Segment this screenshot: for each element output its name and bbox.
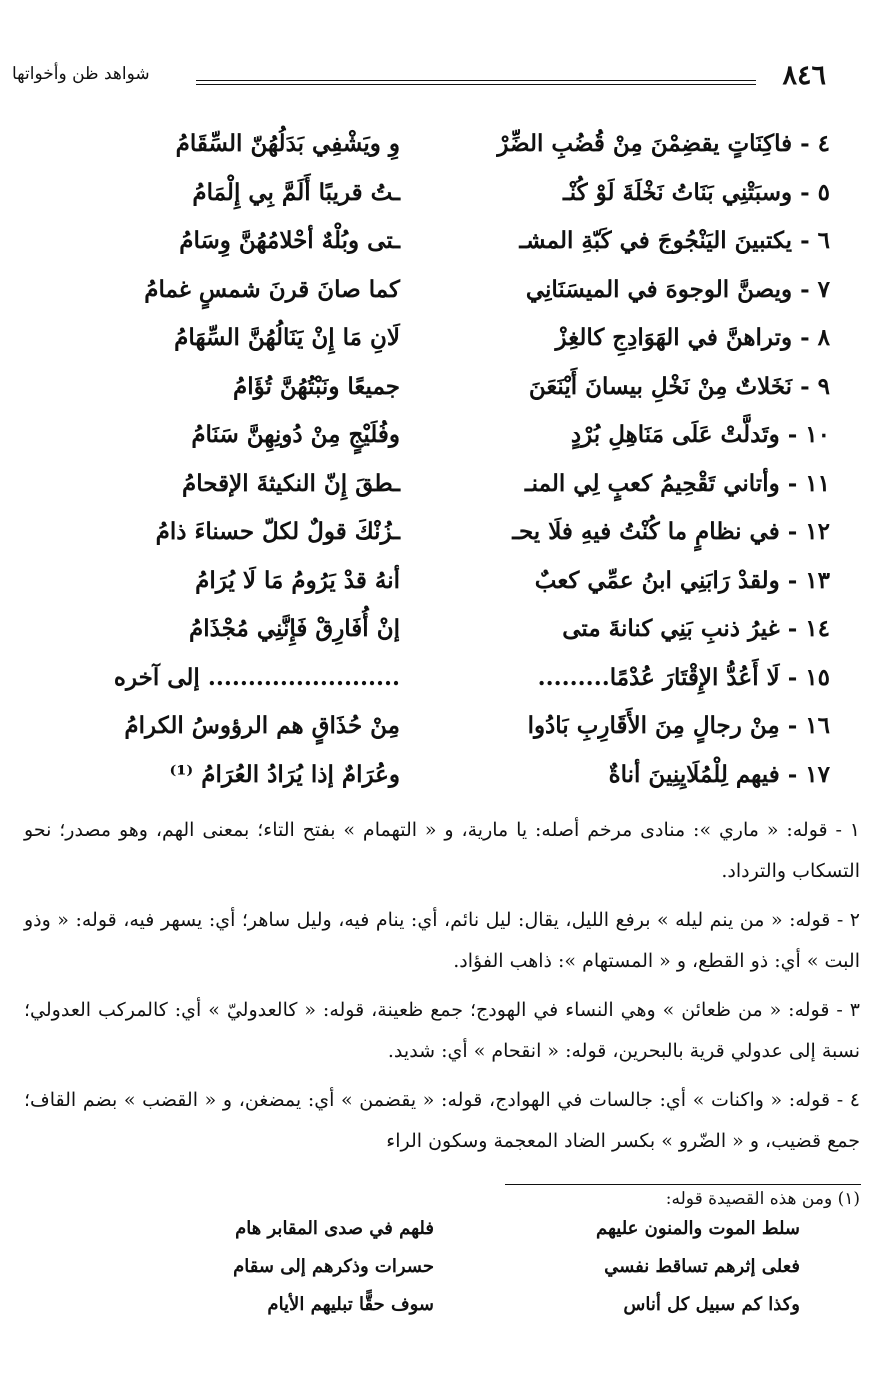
footnote-verse-row	[24, 1256, 860, 1294]
verse-row	[70, 664, 830, 713]
verse-row	[70, 276, 830, 325]
verse-second-hemistich: ـتى وبُلْهٌ أحْلامُهُنَّ وِسَامُ	[179, 227, 400, 254]
verse-first-hemistich: ١١ - وأتاني تَقْحِيمُ كعبٍ لِي المنـ	[524, 469, 830, 497]
verse-second-hemistich: جميعًا ونَبْتُهُنَّ تُؤَامُ	[233, 372, 400, 400]
verse-first-hemistich: ٧ - ويصنَّ الوجوهَ في الميسَنَانِي	[525, 275, 830, 303]
verse-row	[70, 615, 830, 664]
verse-first-hemistich: ١٢ - في نظامٍ ما كُنْتُ فيهِ فلَا يحـ	[512, 518, 830, 545]
verse-row	[70, 712, 830, 761]
footnote-first-hemistich: فعلى إثرهم تساقط نفسي	[604, 1256, 800, 1277]
footnote-verse-row	[24, 1218, 860, 1256]
explanatory-notes	[24, 810, 860, 1170]
verse-first-hemistich: ٨ - وتراهنَّ في الهَوَادِجِ كالغِزْ	[555, 324, 830, 351]
verse-first-hemistich: ١٦ - مِنْ رجالٍ مِنَ الأَقَارِبِ بَادُوا	[527, 712, 830, 739]
verse-second-hemistich: كما صانَ قرنَ شمسٍ غمامُ	[144, 275, 400, 303]
verse-second-hemistich: ـزُنْكَ قولٌ لكلّ حسناءَ ذامُ	[155, 518, 400, 545]
footnote-intro: (١) ومن هذه القصيدة قوله:	[665, 1189, 860, 1209]
header-rule	[196, 80, 756, 85]
verse-second-hemistich: مِنْ حُذَاقٍ هم الرؤوسُ الكرامُ	[124, 712, 400, 739]
note-paragraph: ٤ - قوله: « واكنات » أي: جالسات في الهوادج، قوله: « يقضمن » أي: يمضغن، و « القضب » بضم القاف؛ جمع قضيب، و « الضّرو » بكسر الضاد المعجمة وسكون الراء	[24, 1089, 860, 1152]
verse-second-hemistich: وعُرَامٌ إذا يُرَادُ العُرَامُ ⁽¹⁾	[169, 760, 400, 788]
verse-first-hemistich: ١٠ - وتَدلَّتْ عَلَى مَنَاهِلِ بُرْدٍ	[570, 421, 830, 448]
verse-row	[70, 373, 830, 422]
verse-row	[70, 130, 830, 179]
verse-row	[70, 421, 830, 470]
verse-second-hemistich: وِ ويَشْفِي بَدَلُهُنّ السِّقَامُ	[175, 130, 400, 157]
verse-row	[70, 324, 830, 373]
verse-second-hemistich: ـتُ قريبًا أَلَمَّ بِي إِلْمَامُ	[192, 178, 400, 206]
footnote-second-hemistich: سوف حقًّا تبليهم الأيام	[267, 1294, 434, 1315]
page-header	[8, 58, 826, 98]
verse-first-hemistich: ١٤ - غيرُ ذنبِ بَنِي كنانةَ متى	[562, 615, 830, 642]
verse-row	[70, 227, 830, 276]
verse-first-hemistich: ١٧ - فيهم لِلْمُلَايِنِينَ أناةٌ	[608, 760, 830, 788]
footnote	[24, 1186, 860, 1332]
verse-second-hemistich: إنْ أُفَارِقْ فَإِنَّنِي مُجْذَامُ	[188, 615, 400, 642]
poem-verses	[70, 130, 830, 809]
verse-row	[70, 179, 830, 228]
running-title: شواهد ظن وأخواتها	[12, 64, 150, 84]
verse-second-hemistich: لَانِ مَا إِنْ يَنَالُهُنَّ السِّهَامُ	[174, 324, 400, 351]
verse-row	[70, 518, 830, 567]
footnote-second-hemistich: فلهم في صدى المقابر هام	[235, 1218, 434, 1239]
footnote-verse-row	[24, 1294, 860, 1332]
verse-first-hemistich: ١٥ - لَا أَعُدُّ الإِقْتَارَ عُدْمًا.........	[537, 663, 830, 691]
note-paragraph: ١ - قوله: « ماري »: منادى مرخم أصله: يا مارية، و « التهمام » بفتح التاء؛ بمعنى الهم، وهو مصدر؛ نحو التسكاب والترداد.	[24, 819, 860, 882]
verse-first-hemistich: ٦ - يكتبينَ اليَنْجُوجَ في كَبّةِ المشـ	[519, 227, 830, 254]
note-paragraph: ٢ - قوله: « من ينم ليله » برفع الليل، يقال: ليل نائم، أي: ينام فيه، وليل ساهر؛ أي: يسهر فيه، قوله: « وذو البت » أي: ذو القطع، و « المستهام »: ذاهب الفؤاد.	[24, 909, 860, 972]
verse-first-hemistich: ٥ - وسبَتْنِي بَنَاتُ نَخْلَةَ لَوْ كُنْـ	[562, 178, 830, 206]
note-paragraph: ٣ - قوله: « من ظعائن » وهي النساء في الهودج؛ جمع ظعينة، قوله: « كالعدوليّ » أي: كالمركب العدولي؛ نسبة إلى عدولي قرية بالبحرين، قوله: « انقحام » أي: شديد.	[24, 999, 860, 1062]
footnote-second-hemistich: حسرات وذكرهم إلى سقام	[233, 1256, 434, 1277]
footnote-divider	[505, 1184, 861, 1185]
footnote-first-hemistich: وكذا كم سبيل كل أناس	[623, 1294, 800, 1315]
verse-first-hemistich: ١٣ - ولقدْ رَابَنِي ابنُ عمِّي كعبٌ	[534, 566, 830, 594]
verse-second-hemistich: أنهُ قدْ يَرُومُ مَا لَا يُرَامُ	[195, 566, 400, 594]
verse-row	[70, 470, 830, 519]
page-number: ٨٤٦	[782, 60, 826, 91]
verse-second-hemistich: ـطقَ إِنّ النكيثةَ الإقحامُ	[182, 469, 400, 497]
verse-second-hemistich: وفُلَيْجٍ مِنْ دُونِهِنَّ سَنَامُ	[191, 421, 400, 448]
footnote-first-hemistich: سلط الموت والمنون عليهم	[595, 1218, 800, 1239]
verse-row	[70, 567, 830, 616]
verse-second-hemistich: ........................ إلى آخره	[113, 663, 400, 691]
verse-first-hemistich: ٤ - فاكِنَاتٍ يقضِمْنَ مِنْ قُضُبِ الضِّرْ	[497, 130, 830, 157]
verse-row	[70, 761, 830, 810]
verse-first-hemistich: ٩ - نَخَلاتٌ مِنْ نَخْلِ بيسانَ أَيْنَعَنَ	[528, 372, 830, 400]
